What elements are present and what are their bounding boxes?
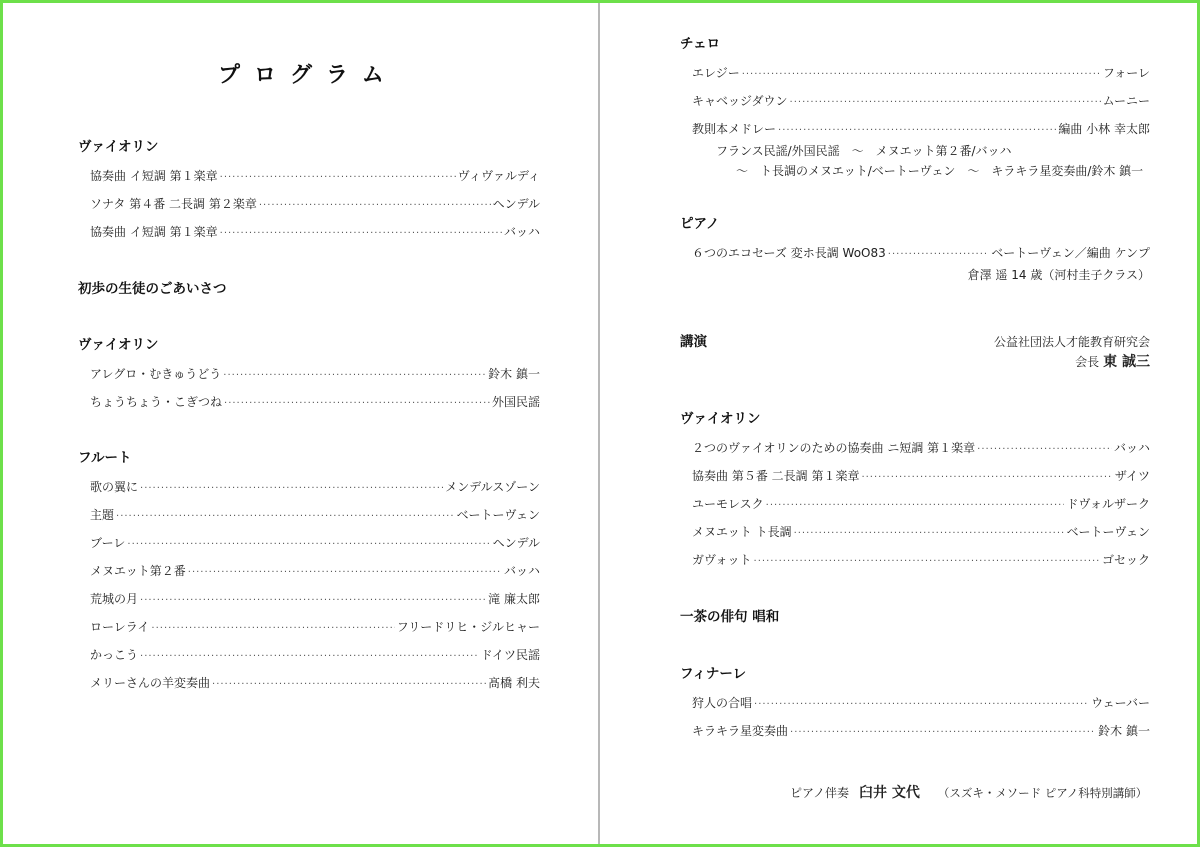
composer-name: フリードリヒ・ジルヒャー xyxy=(396,620,540,634)
accompanist-name: 臼井 文代 xyxy=(859,785,920,801)
program-item xyxy=(78,561,540,589)
composer-name: メンデルスゾーン xyxy=(445,480,540,494)
section-heading: ピアノ xyxy=(680,216,720,232)
page-spine xyxy=(598,3,600,844)
composer-name: ドイツ民謡 xyxy=(480,648,540,662)
lecturer-name: 東 誠三 xyxy=(1103,354,1150,370)
program-item xyxy=(78,533,540,561)
section-heading: フルート xyxy=(78,450,132,466)
program-item xyxy=(78,673,540,701)
accompaniment-label: ピアノ伴奏 xyxy=(790,786,850,800)
section-violin-2 xyxy=(78,335,540,420)
piece-title: ローレライ xyxy=(90,620,150,634)
program-item xyxy=(78,222,540,250)
composer-name: フォーレ xyxy=(1102,66,1150,80)
composer-name: 外国民謡 xyxy=(491,395,540,409)
section-haiku xyxy=(680,607,1150,627)
piece-title: 荒城の月 xyxy=(90,592,139,606)
composer-name: 鈴木 鎮一 xyxy=(1098,724,1150,738)
composer-name: ベートーヴェン xyxy=(456,508,540,522)
program-item xyxy=(78,392,540,420)
composer-name: バッハ xyxy=(1113,441,1150,455)
composer-name: バッハ xyxy=(503,564,540,578)
piece-title: 狩人の合唱 xyxy=(692,696,753,710)
piece-title: メヌエット第２番 xyxy=(90,564,186,578)
composer-name: ベートーヴェン xyxy=(1066,525,1150,539)
medley-line: ～ ト長調のメヌエット/ベートーヴェン ～ キラキラ星変奏曲/鈴木 鎮一 xyxy=(736,164,1144,178)
section-greeting xyxy=(78,279,540,299)
lecturer-title: 会長 xyxy=(1075,355,1100,369)
piece-title: 協奏曲 イ短調 第１楽章 xyxy=(90,225,218,239)
program-item xyxy=(680,522,1150,550)
program-item xyxy=(680,63,1150,91)
program-item xyxy=(78,194,540,222)
section-violin-1 xyxy=(78,137,540,250)
program-item xyxy=(680,693,1150,721)
piece-title: ガヴォット xyxy=(692,553,752,567)
program-item xyxy=(78,645,540,673)
section-heading: ヴァイオリン xyxy=(78,139,159,155)
composer-name: バッハ xyxy=(503,225,540,239)
program-item xyxy=(78,477,540,505)
program-item xyxy=(78,505,540,533)
lecturer-credit xyxy=(994,332,1150,372)
program-title: プログラム xyxy=(218,63,398,88)
piece-title: ２つのヴァイオリンのための協奏曲 ニ短調 第１楽章 xyxy=(692,441,976,455)
piano-accompaniment-credit xyxy=(790,782,1147,802)
program-item xyxy=(680,721,1150,749)
program-item xyxy=(680,494,1150,522)
section-violin-3 xyxy=(680,409,1150,578)
composer-name: 編曲 小林 幸太郎 xyxy=(1058,122,1150,136)
piece-title: キャベッジダウン xyxy=(692,94,788,108)
section-heading: 講演 xyxy=(680,334,707,350)
composer-name: ヘンデル xyxy=(492,197,540,211)
piece-title: 協奏曲 イ短調 第１楽章 xyxy=(90,169,218,183)
section-heading: フィナーレ xyxy=(680,666,747,682)
medley-line: フランス民謡/外国民謡 ～ メヌエット第２番/バッハ xyxy=(716,144,1012,158)
section-piano xyxy=(680,214,1150,285)
composer-name: 髙橋 利夫 xyxy=(488,676,540,690)
section-lecture xyxy=(680,332,1150,372)
program-item xyxy=(680,466,1150,494)
composer-name: ゴセック xyxy=(1101,553,1150,567)
section-heading: ヴァイオリン xyxy=(78,337,159,353)
composer-name: ドヴォルザーク xyxy=(1066,497,1150,511)
composer-name: ザイツ xyxy=(1114,469,1150,483)
piece-title: メリーさんの羊変奏曲 xyxy=(90,676,211,690)
program-item xyxy=(78,364,540,392)
section-heading: 一茶の俳句 唱和 xyxy=(680,609,780,625)
piece-title: 歌の翼に xyxy=(90,480,139,494)
performer-credit: 倉澤 遥 14 歳（河村圭子クラス） xyxy=(967,268,1150,282)
program-item xyxy=(78,617,540,645)
program-item xyxy=(680,91,1150,119)
composer-name: ウェーバー xyxy=(1091,696,1150,710)
composer-name: 滝 廉太郎 xyxy=(488,592,540,606)
section-cello xyxy=(680,34,1150,181)
piece-title: 協奏曲 第５番 二長調 第１楽章 xyxy=(692,469,860,483)
program-item xyxy=(78,589,540,617)
program-item xyxy=(78,166,540,194)
section-heading: ヴァイオリン xyxy=(680,411,761,427)
section-heading: チェロ xyxy=(680,36,721,52)
composer-name: ヴィヴァルディ xyxy=(457,169,540,183)
accompanist-note: （スズキ・メソード ピアノ科特別講師） xyxy=(937,786,1148,800)
section-heading: 初歩の生徒のごあいさつ xyxy=(78,281,227,297)
piece-title: アレグロ・むきゅうどう xyxy=(90,367,222,381)
section-finale xyxy=(680,664,1150,749)
piece-title: ちょうちょう・こぎつね xyxy=(90,395,223,409)
piece-title: ソナタ 第４番 二長調 第２楽章 xyxy=(90,197,257,211)
piece-title: 教則本メドレー xyxy=(692,122,777,136)
program-item xyxy=(680,550,1150,578)
piece-title: ユーモレスク xyxy=(692,497,764,511)
composer-name: 鈴木 鎮一 xyxy=(488,367,540,381)
composer-name: ムーニー xyxy=(1102,94,1150,108)
program-item xyxy=(680,438,1150,466)
composer-name: ベートーヴェン／編曲 ケンプ xyxy=(991,246,1150,260)
piece-title: ブーレ xyxy=(90,536,126,550)
organization-name: 公益社団法人才能教育研究会 xyxy=(993,335,1150,349)
piece-title: エレジー xyxy=(692,66,740,80)
section-flute xyxy=(78,448,540,701)
composer-name: ヘンデル xyxy=(492,536,540,550)
piece-title: ６つのエコセーズ 変ホ長調 WoO83 xyxy=(692,246,886,260)
piece-title: かっこう xyxy=(90,648,139,662)
piece-title: メヌエット ト長調 xyxy=(692,525,792,539)
piece-title: 主題 xyxy=(90,508,115,522)
piece-title: キラキラ星変奏曲 xyxy=(692,724,789,738)
